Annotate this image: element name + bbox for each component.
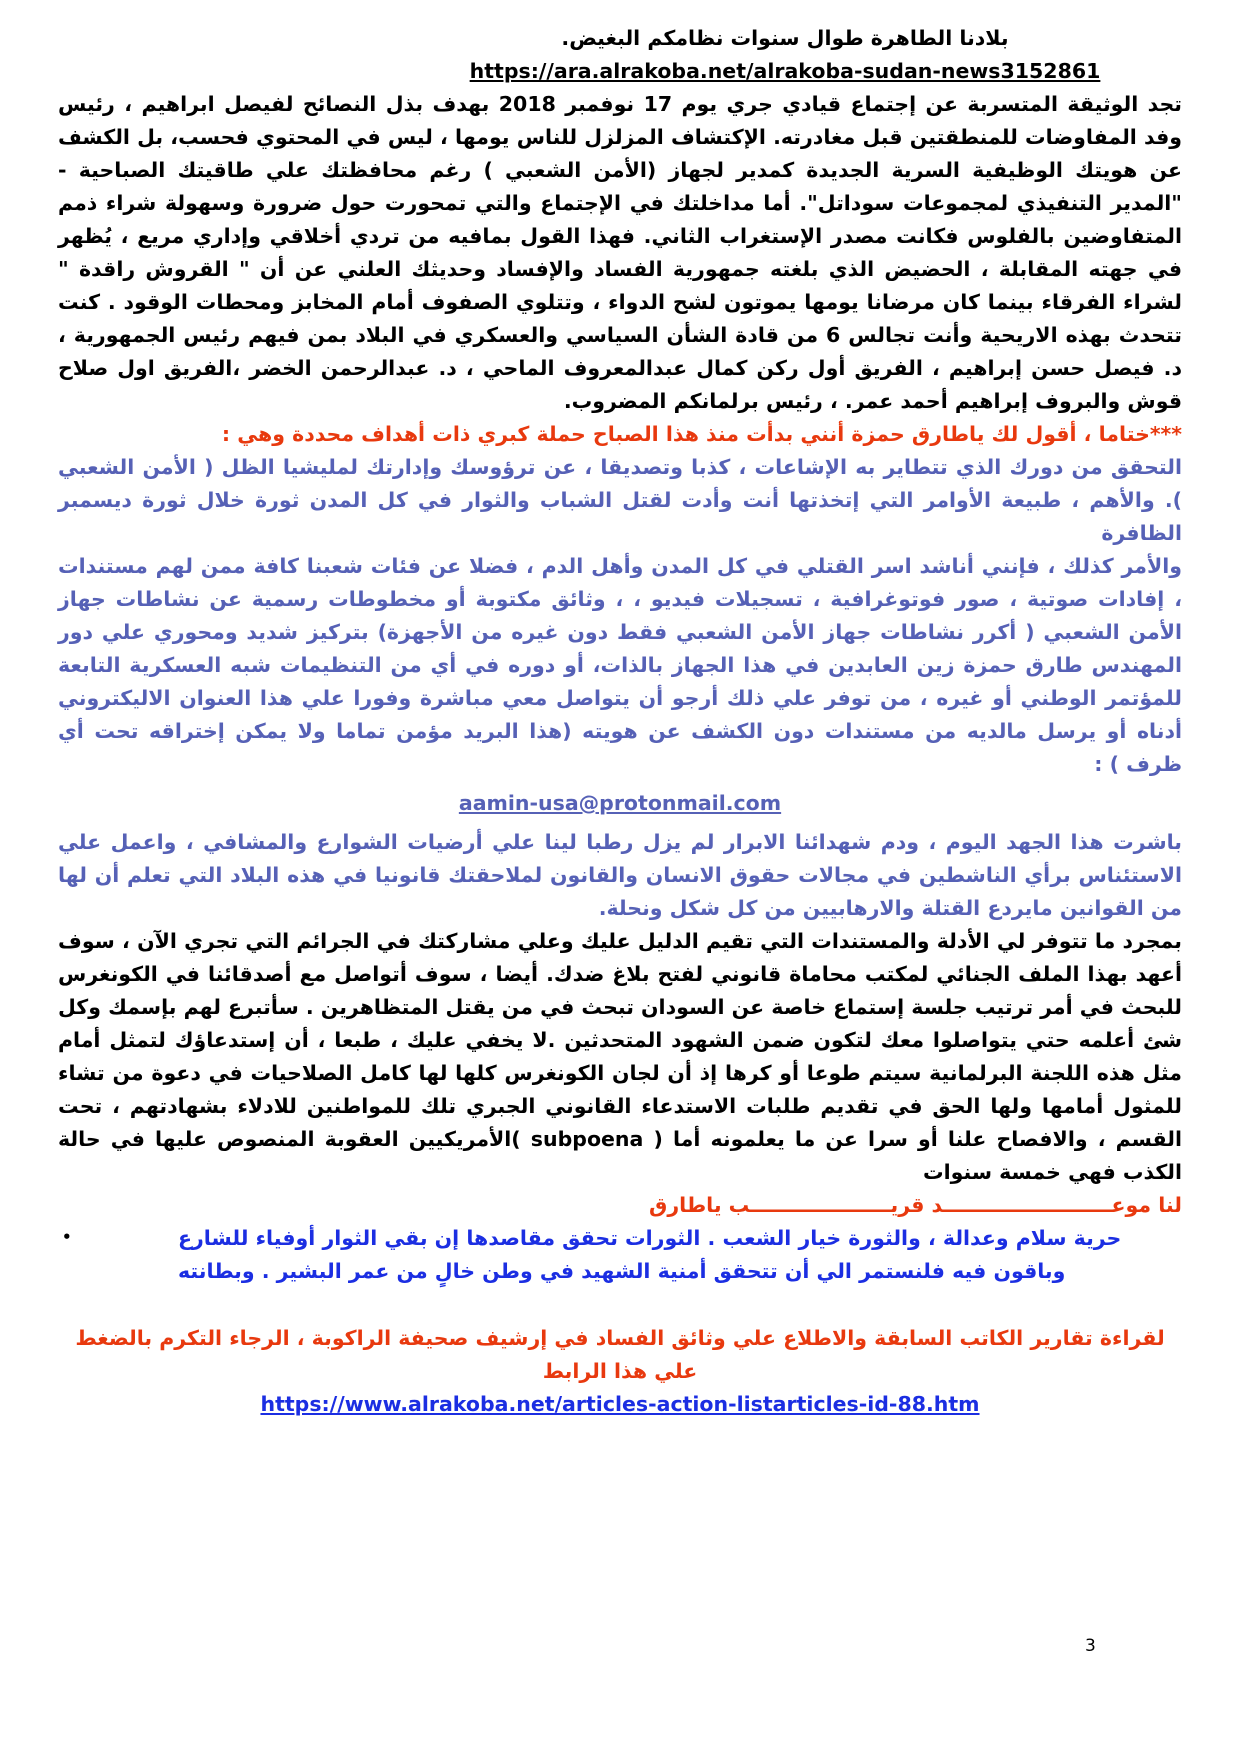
paragraph-public-appeal: والأمر كذلك ، فإنني أناشد اسر القتلي في كل المدن وأهل الدم ، فضلا عن فئات شعبنا كافة ممن لهم مستندات ، إفادات صوتية ، صور فوتوغرافية ، تسجيلات فيديو ، ، وثائق مكتوبة أو مخطوطات رسمية عن نشاطات جهاز الأمن الشعبي ( أكرر نشاطات جهاز الأمن الشعبي فقط دون غيره من الأجهزة) بتركيز شديد ومحوري علي دور المهندس طارق حمزة زين العابدين في هذا الجهاز بالذات، أو دوره في أي من التنظيمات شبه العسكرية التابعة للمؤتمر الوطني أو غيره ، من توفر علي ذلك أرجو أن يتواصل معي مباشرة وفورا علي هذا العنوان الاليكتروني أدناه أو يرسل مالديه من مستندات دون الكشف عن هويته (هذا البريد مؤمن تماما ولا يمكن إختراقه تحت أي ظرف ) :	[58, 554, 1182, 776]
freedom-slogan-item	[62, 1222, 1142, 1288]
bottom-link[interactable]: https://www.alrakoba.net/articles-action-listarticles-id-88.htm	[260, 1392, 980, 1416]
paragraph-legal-action: بمجرد ما تتوفر لي الأدلة والمستندات التي تقيم الدليل عليك وعلي مشاركتك في الجرائم التي تجري الآن ، سوف أعهد بهذا الملف الجنائي لمكتب محاماة قانوني لفتح بلاغ ضدك. أيضا ، سوف أتواصل مع أصدقائنا في الكونغرس للبحث في أمر ترتيب جلسة إستماع خاصة عن السودان تبحث في من يقتل المتظاهرين . سأتبرع لهم بإسمك وكل شئ أعلمه حتي يتواصلوا معك لتكون ضمن الشهود المتحدثين .لا يخفي عليك ، طبعا ، أن إستدعاؤك لتمثل أمام مثل هذه اللجنة البرلمانية سيتم طوعا أو كرها إذ أن لجان الكونغرس كلها لها كامل الصلاحيات في دعوة من تشاء للمثول أمامها ولها الحق في تقديم طلبات الاستدعاء القانوني الجبري تلك للمواطنين للادلاء بشهادتهم ، تحت القسم ، والافصاح علنا أو سرا عن ما يعلمونه أما ( subpoena )الأمريكيين العقوبة المنصوص عليها في حالة الكذب فهي خمسة سنوات	[57, 929, 1182, 1184]
freedom-slogan-text: حرية سلام وعدالة ، والثورة خيار الشعب . الثورات تحقق مقاصدها إن بقي الثوار أوفياء للشارع وباقون فيه فلنستمر الي أن تتحقق أمنية الشهيد في وطن خالٍ من عمر البشير . وبطانته	[178, 1226, 1122, 1283]
page-number: 3	[1085, 1636, 1096, 1656]
paragraph-effort-started: باشرت هذا الجهد اليوم ، ودم شهدائنا الابرار لم يزل رطبا لينا علي أرضيات الشوارع والمشافي ، واعمل علي الاستئناس برأي الناشطين في مجالات حقوق الانسان والقانون لملاحقتك قانونيا في هذه البلاد التي تعلم أن لها من القوانين مايردع القتلة والارهابيين من كل شكل ونحلة.	[58, 830, 1182, 920]
top-block	[58, 22, 1182, 88]
intro-line: بلادنا الطاهرة طوال سنوات نظامكم البغيض.	[561, 26, 1009, 50]
bullet-icon: •	[62, 1228, 72, 1246]
paragraph-archive-invite: لقراءة تقارير الكاتب السابقة والاطلاع علي وثائق الفساد في إرشيف صحيفة الراكوبة ، الرجاء التكرم بالضغط علي هذا الرابط	[75, 1326, 1165, 1383]
paragraph-leaked-meeting: تجد الوثيقة المتسربة عن إجتماع قيادي جري يوم 17 نوفمبر 2018 بهدف بذل النصائح لفيصل ابراهيم ، رئيس وفد المفاوضات للمنطقتين قبل مغادرته. الإكتشاف المزلزل للناس يومها ، ليس في المحتوي فحسب، بل الكشف عن هويتك الوظيفية السرية الجديدة كمدير لجهاز (الأمن الشعبي ) رغم محافظتك علي طاقيتك الصباحية - "المدير التنفيذي لمجموعات سوداتل". أما مداخلتك في الإجتماع والتي تمحورت حول ضرورة وسهولة شراء ذمم المتفاوضين بالفلوس فكانت مصدر الإستغراب الثاني. فهذا القول بمافيه من تردي أخلاقي وإداري مريع ، يُظهر في جهته المقابلة ، الحضيض الذي بلغته جمهورية الفساد والإفساد وحديثك العلني عن أن " القروش راقدة " لشراء الفرقاء بينما كان مرضانا يومها يموتون لشح الدواء ، وتتلوي الصفوف أمام المخابز ومحطات الوقود . كنت تتحدث بهذه الاريحية وأنت تجالس 6 من قادة الشأن السياسي والعسكري في البلاد بمن فيهم رئيس الجمهورية ، د. فيصل حسن إبراهيم ، الفريق أول ركن كمال عبدالمعروف الماحي ، د. عبدالرحمن الخضر ،الفريق اول صلاح قوش والبروف إبراهيم أحمد عمر. ، رئيس برلمانكم المضروب.	[58, 92, 1182, 413]
email-link[interactable]: aamin-usa@protonmail.com	[458, 791, 782, 815]
top-link[interactable]: https://ara.alrakoba.net/alrakoba-sudan-news3152861	[469, 59, 1101, 83]
paragraph-campaign-intro: ***ختاما ، أقول لك ياطارق حمزة أنني بدأت منذ هذا الصباح حملة كبري ذات أهداف محددة وهي :	[221, 422, 1182, 446]
paragraph-campaign-goal: التحقق من دورك الذي تتطاير به الإشاعات ، كذبا وتصديقا ، عن ترؤوسك وإدارتك لمليشيا الظل ( الأمن الشعبي ). والأهم ، طبيعة الأوامر التي إتخذتها أنت وأدت لقتل الشباب والثوار في كل المدن ثورة خلال ثورة ديسمبر الظافرة	[58, 455, 1182, 545]
spacer	[58, 1288, 1182, 1322]
appointment-line: لنا موعــــــــــــــــــــــــد قريــــــــــــــــــــب ياطارق	[649, 1193, 1182, 1217]
